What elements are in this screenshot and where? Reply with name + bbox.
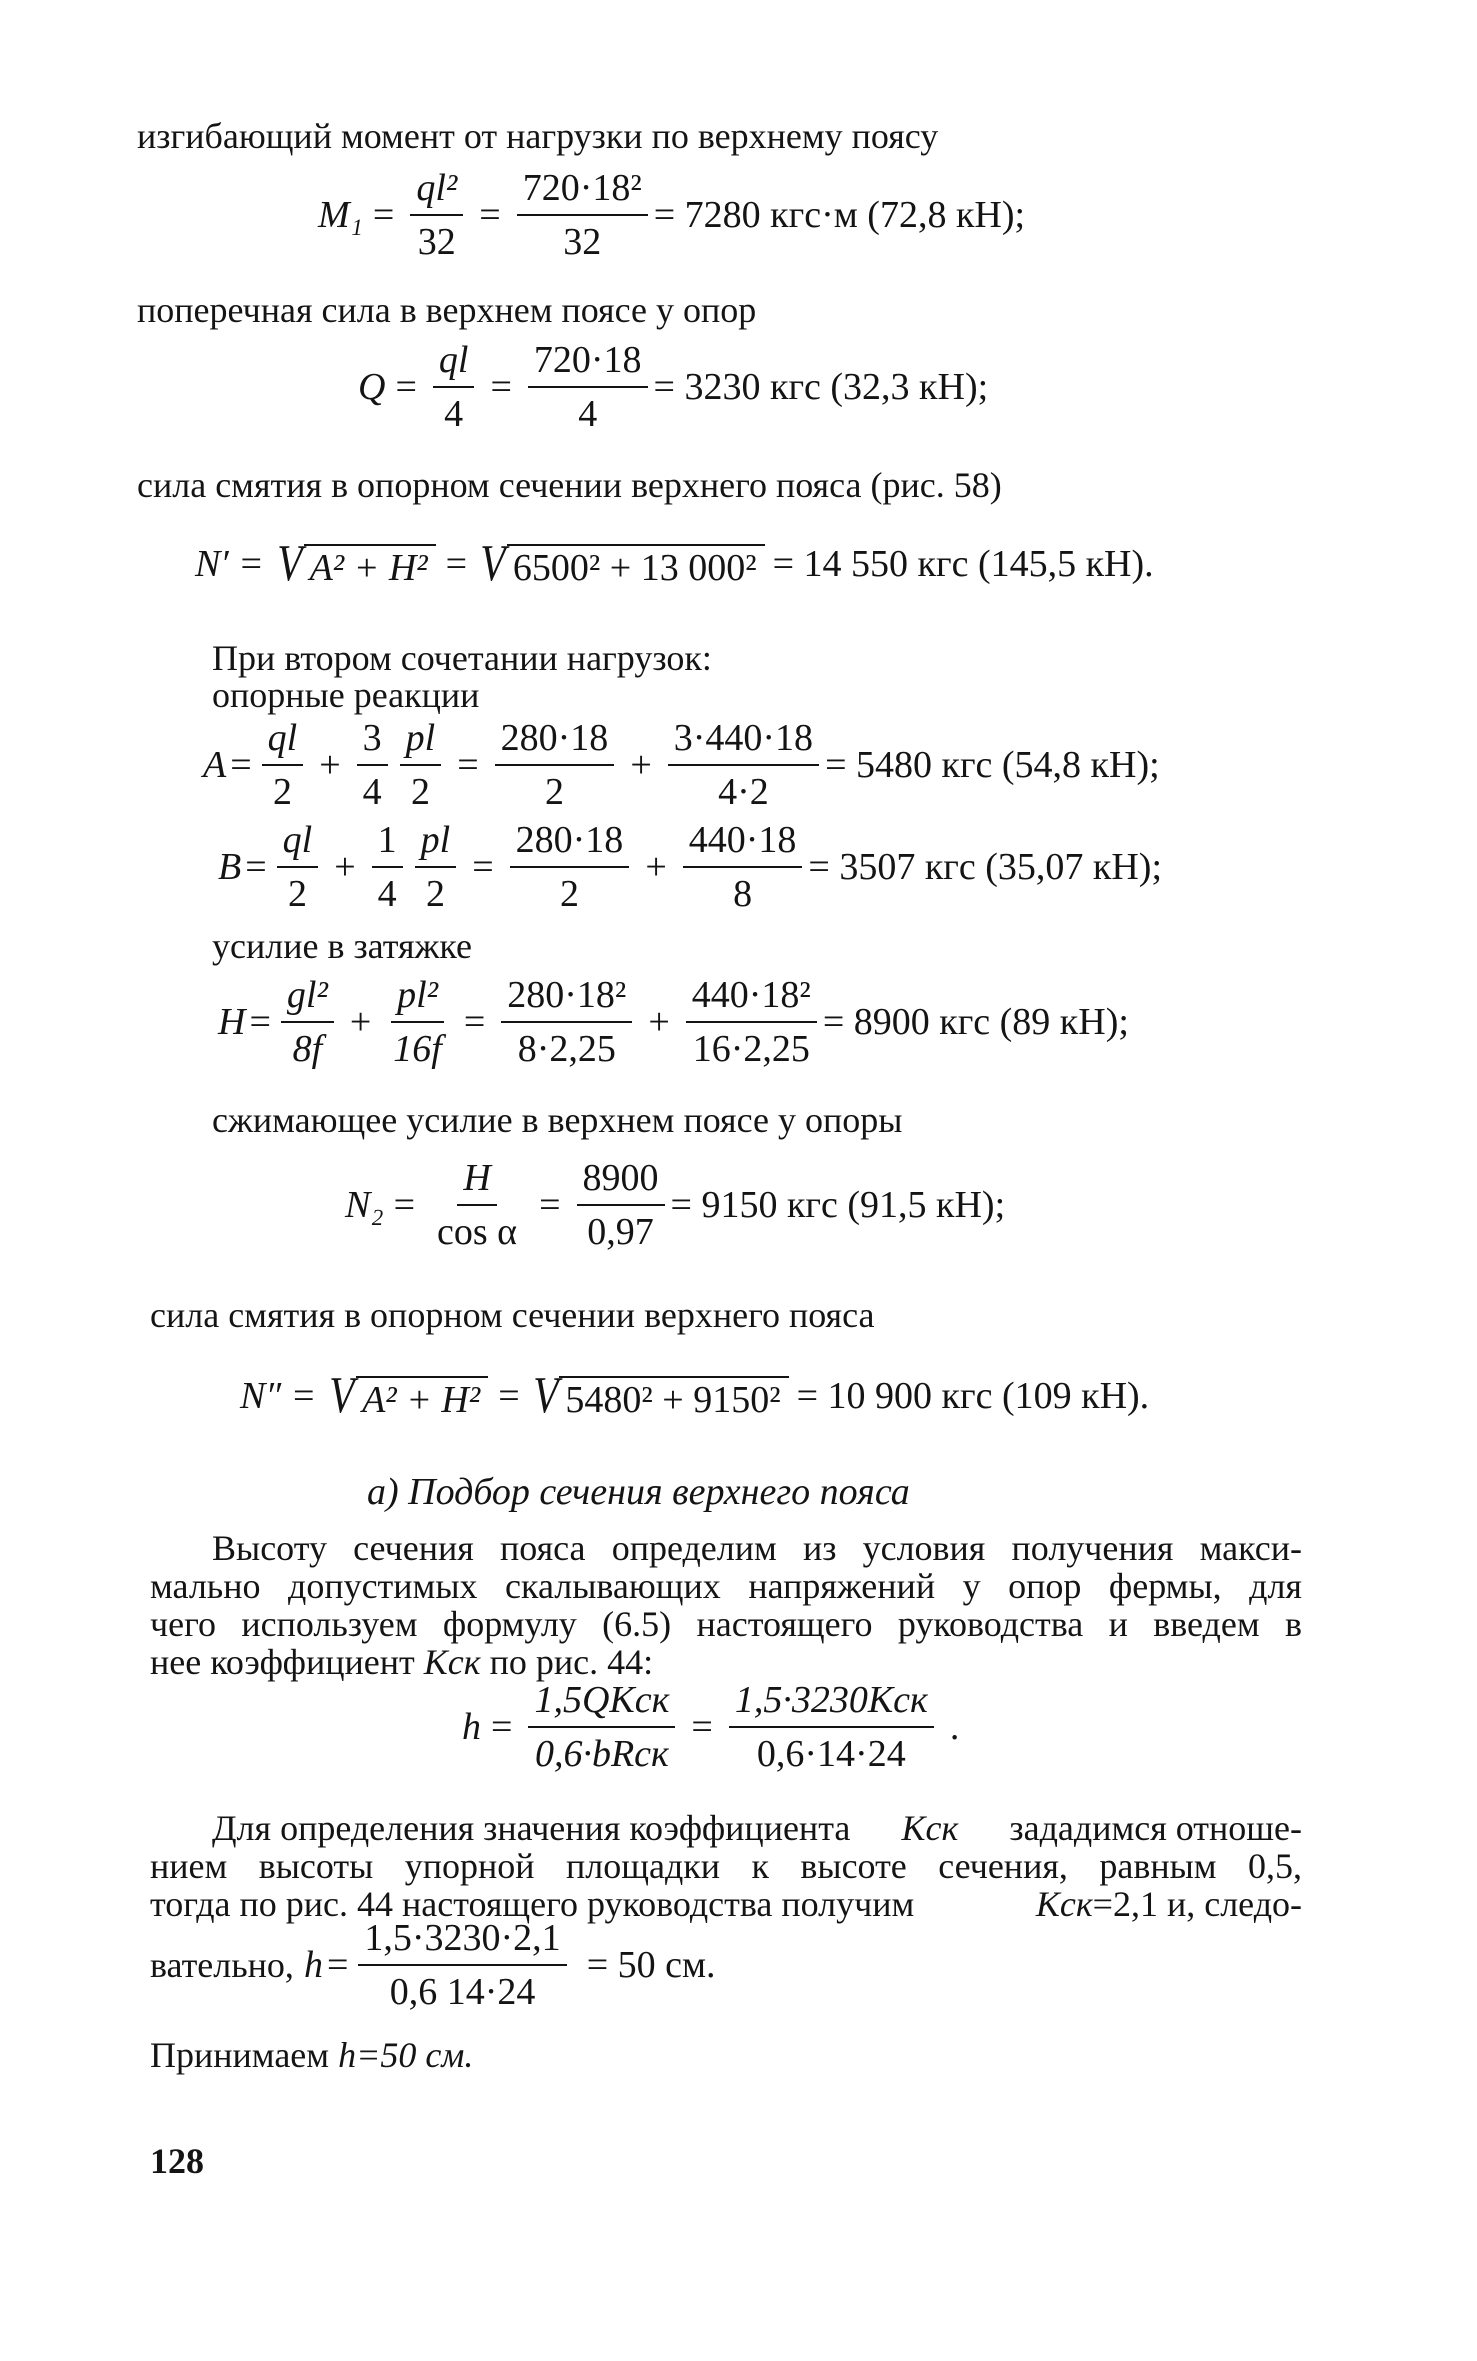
- n3-lhs: N″ =: [240, 1375, 317, 1417]
- q-result: = 3230 кгс (32,3 кН);: [653, 366, 989, 408]
- q-num1: ql: [433, 340, 475, 388]
- final-value: h=50 см.: [338, 2035, 474, 2075]
- hf-den2: 0,6·14·24: [756, 1733, 906, 1775]
- hf-num1: 1,5QKск: [528, 1680, 675, 1728]
- b-den5: 8: [733, 873, 753, 915]
- h-result: = 8900 кгс (89 кН);: [822, 1001, 1129, 1043]
- para2-line3-tail: =2,1 и, следо-: [1092, 1884, 1302, 1924]
- formula-h-height: h = $\frac{\text{1,5QKск}}{\text{0,6·bRск}}$ = $\frac{\text{1,5·3230Kск}}{0,6\cdot 14\cdot 24}$ .: [462, 1679, 960, 1775]
- b-result: = 3507 кгс (35,07 кН);: [808, 846, 1163, 888]
- n1-lhs: N′ =: [195, 543, 264, 585]
- final-line: [150, 2035, 473, 2075]
- a-den5: 4·2: [718, 771, 769, 813]
- b-den2: 4: [377, 873, 397, 915]
- m1-den1: 32: [417, 221, 456, 263]
- formula-m1: M₁ = $\frac{\text{ql²}}{32}$ = $\frac{\text{720·18²}}{32}$ = 7280 кгс·м (72,8 кН);: [318, 167, 1026, 263]
- formula-h: H = $\frac{\text{gl²}}{8f}$ + $\frac{\text{pl²}}{16f}$ = $\frac{\text{280·18²}}{8\cdot 2,25}$ + $\frac{\text{440·18²}}{16\cdot 2,25}$ = 8900 кгс (89 кН);: [218, 974, 1129, 1070]
- formula-h-value: вательно, h = $\frac{1,5\cdot 3230\cdot 2,1}{0,6 14\cdot 24}$ = 50 см.: [150, 1917, 716, 2013]
- para2-line3-text: тогда по рис. 44 настоящего руководства получим: [150, 1884, 915, 1924]
- h-num1: gl²: [281, 975, 334, 1023]
- hf-num2: 1,5·3230Kск: [729, 1680, 934, 1728]
- para1-tail: по рис. 44:: [489, 1642, 654, 1682]
- para1-line1: Высоту сечения пояса определим из условия получения макси-: [212, 1528, 1302, 1568]
- hf-den1: 0,6·bRск: [534, 1733, 669, 1775]
- n2-result: = 9150 кгс (91,5 кН);: [670, 1184, 1006, 1226]
- b-den3: 2: [425, 873, 445, 915]
- q-num2: 720·18: [528, 340, 648, 388]
- n2-num1: H: [457, 1158, 496, 1206]
- a-num2: 3: [357, 718, 388, 766]
- a-den1: 2: [272, 771, 292, 813]
- m1-num1: ql²: [410, 168, 463, 216]
- h-num3: 280·18²: [501, 975, 632, 1023]
- ksk-symbol: Kск: [423, 1642, 481, 1682]
- n2-den1: cos α: [437, 1211, 518, 1253]
- a-lhs: A: [203, 744, 227, 786]
- b-den1: 2: [287, 873, 307, 915]
- hv-lhs: h: [303, 1944, 323, 1986]
- a-num5: 3·440·18: [668, 718, 819, 766]
- m1-num2: 720·18²: [517, 168, 648, 216]
- text-support-reactions: опорные реакции: [212, 675, 480, 715]
- q-den1: 4: [444, 393, 464, 435]
- final-text: Принимаем: [150, 2035, 330, 2075]
- text-tie-force: усилие в затяжке: [212, 926, 472, 966]
- a-den4: 2: [544, 771, 564, 813]
- m1-lhs: M₁: [318, 194, 363, 236]
- n2-num2: 8900: [577, 1158, 665, 1206]
- n2-lhs: N₂: [345, 1184, 384, 1226]
- n2-den2: 0,97: [587, 1211, 654, 1253]
- formula-n-prime: N′ = V A² + H² = V 6500² + 13 000² = 14 550 кгс (145,5 кН).: [195, 535, 1154, 592]
- page-number: 128: [150, 2141, 204, 2181]
- a-num3: pl: [400, 718, 442, 766]
- b-num4: 280·18: [510, 820, 630, 868]
- b-num3: pl: [415, 820, 457, 868]
- a-den2: 4: [362, 771, 382, 813]
- n1-root1: A² + H²: [304, 544, 436, 588]
- ksk-symbol-3: Kск: [1035, 1884, 1093, 1924]
- para1-line4-text: нее коэффициент: [150, 1642, 415, 1682]
- para2-line2: нием высоты упорной площадки к высоте сечения, равным 0,5,: [150, 1846, 1302, 1886]
- text-crush-force-2: сила смятия в опорном сечении верхнего пояса: [150, 1295, 875, 1335]
- formula-q: Q = $\frac{ql}{4}$ = $\frac{720\cdot 18}{4}$ = 3230 кгс (32,3 кН);: [358, 339, 989, 435]
- hv-den: 0,6 14·24: [389, 1971, 536, 2013]
- n1-result: = 14 550 кгс (145,5 кН).: [772, 543, 1154, 585]
- h-num4: 440·18²: [686, 975, 817, 1023]
- a-num1: ql: [262, 718, 304, 766]
- formula-a: A = $\frac{ql}{2}$ + $\frac{3}{4}$ $\frac{pl}{2}$ = $\frac{280\cdot 18}{2}$ + $\frac{3\cdot 440\cdot 18}{4\cdot 2}$ = 5480 кгс (54,8 кН);: [203, 717, 1160, 813]
- formula-n-double-prime: N″ = V A² + H² = V 5480² + 9150² = 10 900 кгс (109 кН).: [240, 1367, 1150, 1424]
- text-bending-moment: изгибающий момент от нагрузки по верхнему поясу: [137, 116, 939, 156]
- h-den4: 16·2,25: [692, 1028, 810, 1070]
- para1-line2: мально допустимых скалывающих напряжений у опор фермы, для: [150, 1566, 1302, 1606]
- b-den4: 2: [559, 873, 579, 915]
- n3-root2: 5480² + 9150²: [559, 1376, 788, 1420]
- hv-result: = 50 см.: [586, 1944, 716, 1986]
- hf-result: .: [949, 1706, 960, 1748]
- para2-line1: [212, 1808, 1302, 1848]
- b-lhs: B: [218, 846, 242, 888]
- section-heading: а) Подбор сечения верхнего пояса: [367, 1471, 910, 1513]
- b-num1: ql: [277, 820, 319, 868]
- m1-result: = 7280 кгс·м (72,8 кН);: [653, 194, 1026, 236]
- a-result: = 5480 кгс (54,8 кН);: [825, 744, 1160, 786]
- n3-root1: A² + H²: [356, 1376, 488, 1420]
- h-den1: 8f: [292, 1028, 323, 1070]
- a-den3: 2: [410, 771, 430, 813]
- formula-n2: N₂ = $\frac{H}{\text{cos α}}$ = $\frac{8900}{0,97}$ = 9150 кгс (91,5 кН);: [345, 1157, 1006, 1253]
- text-second-combination: При втором сочетании нагрузок:: [212, 638, 712, 678]
- ksk-symbol-2: Kск: [901, 1808, 959, 1848]
- a-num4: 280·18: [495, 718, 615, 766]
- b-num2: 1: [372, 820, 403, 868]
- h-den2: 16f: [393, 1028, 442, 1070]
- n3-result: = 10 900 кгс (109 кН).: [796, 1375, 1150, 1417]
- h-num2: pl²: [391, 975, 444, 1023]
- text-crush-force-1: сила смятия в опорном сечении верхнего пояса (рис. 58): [137, 465, 1002, 505]
- n1-root2: 6500² + 13 000²: [507, 544, 765, 588]
- m1-den2: 32: [563, 221, 602, 263]
- h-lhs: H: [218, 1001, 246, 1043]
- para1-line3: чего используем формулу (6.5) настоящего руководства и введем в: [150, 1604, 1302, 1644]
- q-lhs: Q: [358, 366, 386, 408]
- hf-lhs: h: [462, 1706, 481, 1748]
- para1-line4: [150, 1642, 653, 1682]
- hv-num: 1,5·3230·2,1: [358, 1918, 566, 1966]
- para2-line1-text: Для определения значения коэффициента: [212, 1808, 851, 1848]
- b-num5: 440·18: [683, 820, 803, 868]
- text-shear-force: поперечная сила в верхнем поясе у опор: [137, 290, 757, 330]
- q-den2: 4: [578, 393, 598, 435]
- para2-line1-tail: зададимся отноше-: [1009, 1808, 1302, 1848]
- para2-prefix: вательно,: [150, 1945, 294, 1985]
- formula-b: B = $\frac{ql}{2}$ + $\frac{1}{4}$ $\frac{pl}{2}$ = $\frac{280\cdot 18}{2}$ + $\frac{440\cdot 18}{8}$ = 3507 кгс (35,07 кН);: [218, 819, 1163, 915]
- text-compressive-force: сжимающее усилие в верхнем поясе у опоры: [212, 1100, 903, 1140]
- h-den3: 8·2,25: [517, 1028, 616, 1070]
